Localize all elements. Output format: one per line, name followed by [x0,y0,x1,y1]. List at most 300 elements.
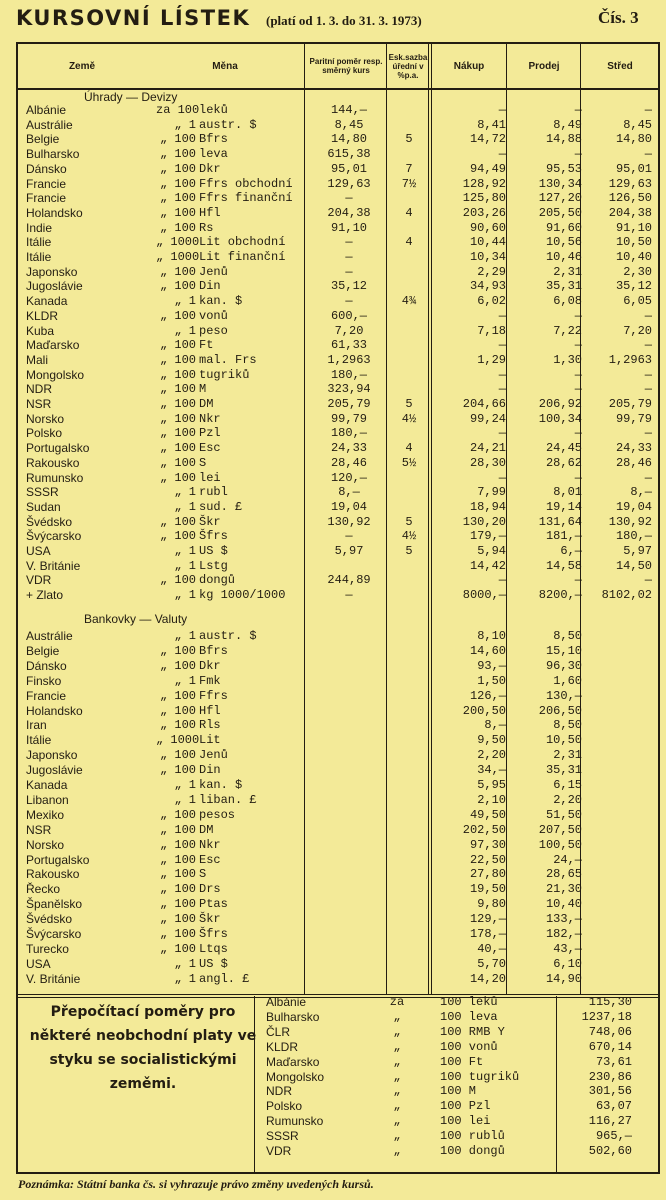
buy-rate: 128,92 [462,176,506,191]
sell-rate: 10,46 [545,250,582,264]
sell-rate: 91,60 [545,220,582,235]
country-name: KLDR [26,308,59,323]
country-name: Iran [26,718,47,733]
sell-rate: 43,— [553,941,582,956]
table-row [252,1145,652,1158]
table-row [18,973,662,986]
unit-amount: „ 100 [159,867,196,882]
mid-rate: 14,50 [615,558,652,573]
sell-rate: 2,31 [553,264,582,279]
discount-rate: 5 [405,397,413,411]
buy-rate: 7,99 [477,485,506,500]
currency-name: US $ [199,544,228,558]
mid-rate: 14,80 [615,132,652,147]
unit-amount: „ 1 [174,778,196,792]
mid-rate: — [644,103,652,117]
unit-amount: „ 100 [159,176,196,191]
unit-amount: „ [393,1024,401,1039]
unit-amount: „ 100 [159,912,196,927]
currency-name: Din [199,763,221,778]
table-row [18,236,662,249]
currency-name: Škr [199,514,221,529]
buy-rate: 2,10 [477,792,506,807]
sell-rate: 6,15 [553,778,582,792]
unit-amount: „ [393,1114,401,1129]
unit-amount: „ 100 [159,338,196,353]
mid-rate: 8,— [630,485,652,500]
sell-rate: — [574,426,582,441]
sell-rate: — [574,573,582,588]
sell-rate: 1,60 [553,673,582,688]
sell-rate: 207,50 [538,822,582,837]
parity-value: 8,— [338,485,360,500]
country-name: ČLR [266,1024,291,1039]
mid-rate: 8102,02 [601,588,652,603]
unit-amount: „ [393,1069,401,1084]
table-row [252,1100,652,1113]
header-currency: Měna [212,60,238,72]
unit-amount: „ 100 [159,441,196,456]
unit-amount: „ 100 [159,514,196,529]
parity-value: 19,04 [330,499,367,514]
currency-name: S [199,455,207,470]
table-row [18,868,662,881]
buy-rate: 203,26 [462,205,506,220]
discount-rate: 5 [405,544,413,558]
parity-value: 244,89 [327,573,371,588]
country-name: VDR [26,573,52,588]
table-row [18,705,662,718]
country-name: Švédsko [26,514,73,529]
unit-amount: „ [393,1009,401,1024]
table-row [18,839,662,852]
buy-rate: 178,— [469,927,506,941]
unit-amount: „ 1000 [156,235,200,250]
sell-rate: 96,30 [545,658,582,673]
table-row [18,222,662,235]
sell-rate: 8200,— [538,588,582,603]
parity-value: 35,12 [330,279,367,294]
sell-rate: 100,34 [538,411,582,426]
table-row [18,958,662,971]
conversion-rate: 230,86 [588,1069,632,1084]
currency-name: 100 M [440,1084,477,1099]
sell-rate: 14,88 [545,132,582,147]
unit-amount: „ 1 [174,588,196,603]
mid-rate: 35,12 [615,279,652,294]
parity-value: 24,33 [330,441,367,456]
parity-value: 95,01 [330,161,367,176]
parity-value: 8,45 [334,117,364,132]
table-row [18,354,662,367]
country-name: V. Británie [26,971,81,986]
unit-amount: „ 100 [159,426,196,441]
table-row [18,280,662,293]
country-name: Holandsko [26,205,83,220]
currency-name: sud. £ [199,499,243,514]
buy-rate: — [498,470,506,485]
sell-rate: 10,40 [545,897,582,912]
currency-name: 100 rublů [440,1129,505,1144]
parity-value: 130,92 [327,514,371,529]
buy-rate: 1,50 [477,673,506,688]
table-row [18,913,662,926]
buy-rate: 2,29 [477,264,506,279]
unit-amount: „ 100 [159,658,196,673]
table-row [18,427,662,440]
country-name: Mexiko [26,807,65,822]
currency-name: leků [199,103,228,117]
unit-amount: „ 100 [159,688,196,703]
country-name: Jugoslávie [26,763,83,778]
sell-rate: — [574,470,582,485]
table-row [18,516,662,529]
currency-name: Ffrs finanční [199,191,293,206]
buy-rate: 6,02 [477,294,506,309]
country-name: Austrálie [26,117,73,132]
buy-rate: 18,94 [469,499,506,514]
sell-rate: 24,45 [545,441,582,456]
table-row [18,719,662,732]
sell-rate: 28,65 [545,867,582,882]
discount-rate: 4½ [401,529,417,544]
table-row [18,824,662,837]
table-row [18,589,662,602]
currency-name: 100 Pzl [440,1099,491,1114]
buy-rate: 5,94 [477,544,506,558]
country-name: Portugalsko [26,441,90,456]
parity-value: 91,10 [330,220,367,235]
currency-name: Hfl [199,703,221,718]
sell-rate: — [574,147,582,162]
table-row [252,1011,652,1024]
buy-rate: 5,70 [477,956,506,971]
buy-rate: 129,— [469,912,506,927]
sell-rate: 205,50 [538,205,582,220]
parity-value: — [345,235,353,250]
table-row [252,1056,652,1069]
country-name: Mongolsko [26,367,85,382]
table-row [18,660,662,673]
table-row [18,854,662,867]
discount-rate: 7½ [401,176,417,191]
unit-amount: „ 100 [159,643,196,658]
sell-rate: — [574,367,582,382]
discount-rate: 4 [405,235,413,250]
currency-name: liban. £ [199,792,257,807]
country-name: NDR [26,382,52,397]
currency-name: Ffrs obchodní [199,176,293,191]
unit-amount: „ 1 [174,792,196,807]
country-name: Finsko [26,673,62,688]
currency-name: Ft [199,338,214,353]
table-row [18,809,662,822]
sell-rate: 10,50 [545,733,582,748]
country-name: KLDR [266,1039,299,1054]
table-row [18,675,662,688]
table-row [18,898,662,911]
table-row [18,369,662,382]
currency-name: dongů [199,573,236,588]
sell-rate: 6,— [560,544,582,558]
parity-value: 28,46 [330,455,367,470]
currency-name: Rs [199,220,214,235]
currency-name: Lstg [199,558,228,573]
sell-rate: 35,31 [545,279,582,294]
country-name: USA [26,956,51,971]
table-row [18,383,662,396]
country-name: Kuba [26,323,55,338]
buy-rate: 8,10 [477,629,506,643]
table-row [252,1071,652,1084]
table-row [18,749,662,762]
unit-amount: „ 100 [159,807,196,822]
country-name: + Zlato [26,588,64,603]
country-name: Belgie [26,132,60,147]
mid-rate: 6,05 [623,294,652,309]
currency-name: kan. $ [199,778,243,792]
parity-value: 144,— [330,103,367,117]
parity-value: — [345,191,353,206]
parity-value: — [345,250,353,264]
country-name: NSR [26,822,52,837]
table-row [18,192,662,205]
country-name: Turecko [26,941,69,956]
buy-rate: 14,42 [469,558,506,573]
mid-rate: 205,79 [608,397,652,411]
discount-rate: 5 [405,514,413,529]
header-sell: Prodej [528,60,560,72]
unit-amount: „ [393,1039,401,1054]
header-country: Země [68,60,96,72]
buy-rate: 8,— [484,718,506,733]
country-name: Japonsko [26,264,78,279]
sell-rate: 2,31 [553,748,582,763]
unit-amount: „ 100 [159,382,196,397]
parity-value: 7,20 [334,323,364,338]
buy-rate: 49,50 [469,807,506,822]
unit-amount: „ 100 [159,927,196,941]
parity-value: 180,— [330,367,367,382]
unit-amount: „ 100 [159,748,196,763]
unit-amount: „ [393,1144,401,1158]
mid-rate: 28,46 [615,455,652,470]
unit-amount: „ 100 [159,220,196,235]
table-row [18,339,662,352]
country-name: Francie [26,191,67,206]
currency-name: Lit [199,733,221,748]
table-row [252,1041,652,1054]
buy-rate: 202,50 [462,822,506,837]
sell-rate: 21,30 [545,882,582,897]
currency-name: kan. $ [199,294,243,309]
conversion-rate: 116,27 [588,1114,632,1129]
conversion-title: Přepočítací poměry pro některé neobchodní platy ve styku se socialistickými zeměmi. [29,1004,257,1092]
table-row [252,1130,652,1143]
table-row [18,148,662,161]
unit-amount: „ 100 [159,205,196,220]
currency-name: Lit finanční [199,250,286,264]
country-name: SSSR [26,485,59,500]
mid-rate: 91,10 [615,220,652,235]
buy-rate: 28,30 [469,455,506,470]
buy-rate: 200,50 [462,703,506,718]
mid-rate: 8,45 [623,117,652,132]
discount-rate: 5½ [401,455,417,470]
country-name: Jugoslávie [26,279,83,294]
header-discount: Esk.sazba úřední v %p.a. [388,52,428,80]
buy-rate: 8,41 [477,117,506,132]
table-row [18,325,662,338]
unit-amount: „ 100 [159,132,196,147]
table-row [18,630,662,643]
unit-amount: „ 100 [159,529,196,544]
country-name: Dánsko [26,161,67,176]
country-name: Austrálie [26,629,73,643]
sell-rate: — [574,338,582,353]
unit-amount: „ 100 [159,897,196,912]
validity-period: (platí od 1. 3. do 31. 3. 1973) [266,13,422,28]
country-name: Japonsko [26,748,78,763]
table-row [18,690,662,703]
country-name: Švédsko [26,912,73,927]
unit-amount: „ 100 [159,161,196,176]
mid-rate: 10,40 [615,250,652,264]
table-row [252,1115,652,1128]
country-name: Indie [26,220,53,235]
sell-rate: 182,— [545,927,582,941]
table-row [18,545,662,558]
unit-amount: „ 100 [159,822,196,837]
parity-value: — [345,529,353,544]
mid-rate: 129,63 [608,176,652,191]
currency-name: 100 tugriků [440,1069,520,1084]
sell-rate: 10,56 [545,235,582,250]
sell-rate: 51,50 [545,807,582,822]
country-name: Maďarsko [26,338,80,353]
discount-rate: 7 [405,161,413,176]
buy-rate: 10,34 [469,250,506,264]
parity-value: 99,79 [330,411,367,426]
buy-rate: 126,— [469,688,506,703]
unit-amount: „ 100 [159,703,196,718]
unit-amount: „ 1 [174,673,196,688]
buy-rate: 90,60 [469,220,506,235]
country-name: Norsko [26,837,65,852]
mid-rate: 130,92 [608,514,652,529]
currency-name: kg 1000/1000 [199,588,286,603]
currency-name: Esc [199,441,221,456]
footnote: Poznámka: Státní banka čs. si vyhrazuje právo změny uvedených kursů. [18,1177,374,1191]
unit-amount: „ 1 [174,971,196,986]
currency-name: Din [199,279,221,294]
buy-rate: — [498,367,506,382]
unit-amount: „ 100 [159,308,196,323]
buy-rate: 8000,— [462,588,506,603]
buy-rate: 34,93 [469,279,506,294]
sell-rate: 206,50 [538,703,582,718]
currency-name: Jenů [199,748,228,763]
currency-name: mal. Frs [199,352,257,367]
mid-rate: — [644,382,652,397]
unit-amount: „ 100 [159,470,196,485]
table-row [18,178,662,191]
table-row [18,133,662,146]
conversion-rate: 502,60 [588,1144,632,1158]
buy-rate: 9,50 [477,733,506,748]
buy-rate: — [498,382,506,397]
table-row [18,472,662,485]
table-row [252,1085,652,1098]
country-name: USA [26,544,51,558]
table-row [18,943,662,956]
discount-rate: 5 [405,132,413,147]
currency-name: US $ [199,956,228,971]
currency-name: Rls [199,718,221,733]
currency-name: vonů [199,308,228,323]
mid-rate: 99,79 [615,411,652,426]
country-name: Řecko [26,882,61,897]
table-row [18,764,662,777]
buy-rate: — [498,573,506,588]
sell-rate: 8,50 [553,629,582,643]
buy-rate: — [498,308,506,323]
sell-rate: 95,53 [545,161,582,176]
table-row [18,119,662,132]
country-name: VDR [266,1144,292,1158]
buy-rate: 22,50 [469,852,506,867]
buy-rate: 40,— [477,941,506,956]
currency-name: Ltqs [199,941,228,956]
currency-name: Ptas [199,897,228,912]
buy-rate: 5,95 [477,778,506,792]
mid-rate: 7,20 [623,323,652,338]
sell-rate: 8,01 [553,485,582,500]
country-name: Španělsko [26,897,83,912]
currency-name: 100 Ft [440,1054,484,1069]
buy-rate: 99,24 [469,411,506,426]
unit-amount: za [389,995,405,1009]
buy-rate: — [498,426,506,441]
country-name: Francie [26,176,67,191]
currency-name: Bfrs [199,643,228,658]
unit-amount: „ [393,1099,401,1114]
unit-amount: „ 100 [159,411,196,426]
table-row [18,163,662,176]
currency-name: 100 leva [440,1009,498,1024]
buy-rate: 2,20 [477,748,506,763]
parity-value: 61,33 [330,338,367,353]
conversion-rate: 301,56 [588,1084,632,1099]
section-heading-banknotes: Bankovky — Valuty [84,612,188,626]
sell-rate: 35,31 [545,763,582,778]
country-name: Rakousko [26,455,80,470]
unit-amount: „ 100 [159,455,196,470]
currency-name: Esc [199,852,221,867]
currency-name: S [199,867,207,882]
table-row [18,486,662,499]
discount-rate: 4¾ [401,294,417,309]
unit-amount: „ [393,1129,401,1144]
currency-name: peso [199,323,228,338]
mid-rate: 19,04 [615,499,652,514]
currency-name: Šfrs [199,529,228,544]
unit-amount: „ 100 [159,191,196,206]
mid-rate: 5,97 [623,544,652,558]
currency-name: Hfl [199,205,221,220]
table-row [18,207,662,220]
country-name: Mongolsko [266,1069,325,1084]
